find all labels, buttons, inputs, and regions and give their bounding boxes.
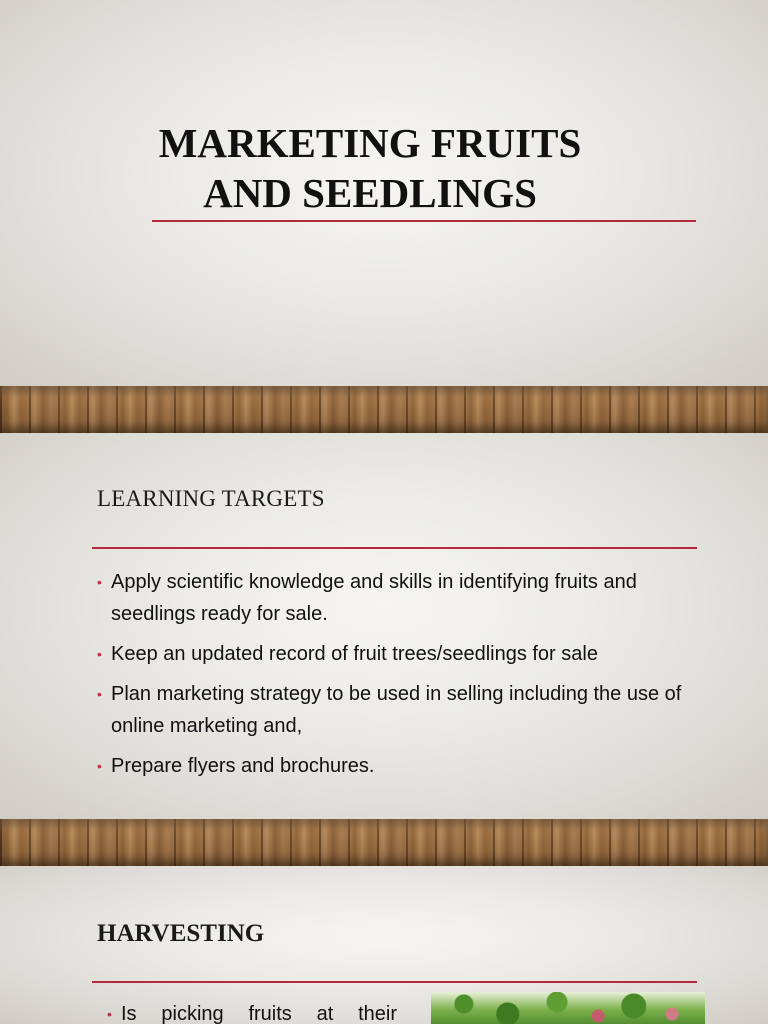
bullet-dot-icon: • [97,758,102,774]
learning-targets-list [97,566,697,790]
wood-floor-separator-2 [0,819,768,866]
list-item-text: Apply scientific knowledge and skills in identifying fruits and seedlings ready for sale. [111,571,637,625]
bullet-dot-icon: • [97,646,102,662]
harvesting-heading: HARVESTING [97,920,265,947]
harvesting-divider [92,981,697,983]
slide-title [0,0,768,386]
list-item [97,638,697,670]
list-item-text: Is picking fruits at their [121,1003,397,1024]
title-line-2: AND SEEDLINGS [203,170,537,216]
list-item [97,678,697,742]
wood-floor-separator-1 [0,386,768,433]
bullet-dot-icon: • [97,574,102,590]
list-item-text: Keep an updated record of fruit trees/seedlings for sale [111,643,598,665]
bullet-dot-icon: • [97,686,102,702]
list-item-text: Plan marketing strategy to be used in selling including the use of online marketing and, [111,683,682,737]
fruit-tree-photo [431,992,705,1024]
harvesting-list [107,998,397,1024]
title-divider [152,220,696,222]
learning-targets-divider [92,547,697,549]
bullet-dot-icon: • [107,1006,112,1022]
title-line-1: MARKETING FRUITS [158,120,582,166]
list-item [107,998,397,1024]
learning-targets-heading: LEARNING TARGETS [97,486,325,511]
list-item [97,750,697,782]
list-item-text: Prepare flyers and brochures. [111,755,375,777]
slide-title-heading [0,118,740,218]
list-item [97,566,697,630]
